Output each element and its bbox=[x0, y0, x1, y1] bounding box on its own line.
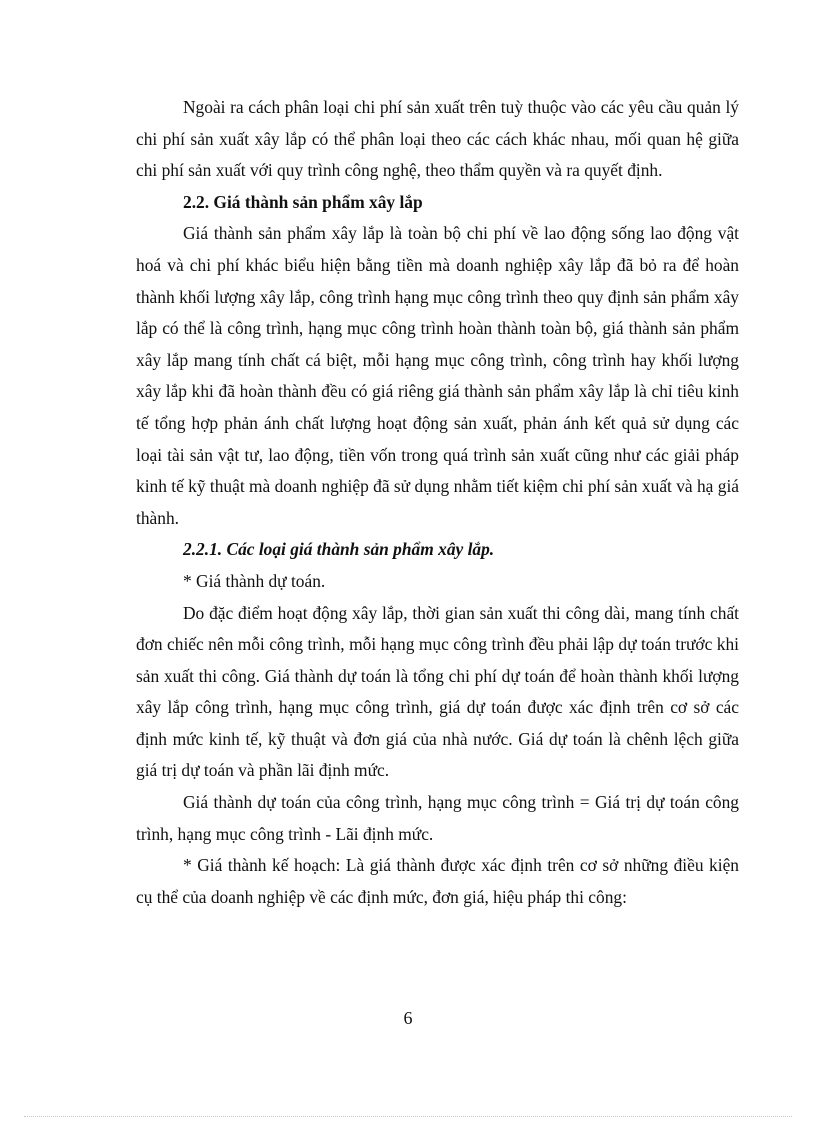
subsection-heading-2-2-1: 2.2.1. Các loại giá thành sản phẩm xây lắp. bbox=[183, 539, 495, 560]
body-text bbox=[136, 92, 739, 913]
paragraph-planned-cost: * Giá thành kế hoạch: Là giá thành được xác định trên cơ sở những điều kiện cụ thể của doanh nghiệp về các định mức, đơn giá, hiệu pháp thi công: bbox=[136, 855, 739, 907]
paragraph-estimated-cost-formula: Giá thành dự toán của công trình, hạng mục công trình = Giá trị dự toán công trình, hạng mục công trình - Lãi định mức. bbox=[136, 792, 739, 844]
section-heading-2-2: 2.2. Giá thành sản phẩm xây lắp bbox=[183, 191, 423, 212]
paragraph-product-cost-definition: Giá thành sản phẩm xây lắp là toàn bộ chi phí về lao động sống lao động vật hoá và chi phí khác biểu hiện bằng tiền mà doanh nghiệp xây lắp đã bỏ ra để hoàn thành khối lượng xây lắp, công trình hạng mục công trình theo quy định sản phẩm xây lắp có thể là công trình, hạng mục công trình hoàn thành toàn bộ, giá thành sản phẩm xây lắp mang tính chất cá biệt, mỗi hạng mục công trình, công trình hay khối lượng xây lắp khi đã hoàn thành đều có giá riêng giá thành sản phẩm xây lắp là chỉ tiêu kinh tế tổng hợp phản ánh chất lượng hoạt động sản xuất, phản ánh kết quả sử dụng các loại tài sản vật tư, lao động, tiền vốn trong quá trình sản xuất cũng như các giải pháp kinh tế kỹ thuật mà doanh nghiệp đã sử dụng nhằm tiết kiệm chi phí sản xuất và hạ giá thành. bbox=[136, 223, 739, 528]
paragraph-classification-note: Ngoài ra cách phân loại chi phí sản xuất trên tuỳ thuộc vào các yêu cầu quản lý chi phí sản xuất xây lắp có thể phân loại theo các cách khác nhau, mối quan hệ giữa chi phí sản xuất với quy trình công nghệ, theo thẩm quyền và ra quyết định. bbox=[136, 97, 739, 181]
bullet-estimated-cost: * Giá thành dự toán. bbox=[183, 570, 326, 591]
paragraph-estimated-cost-detail: Do đặc điểm hoạt động xây lắp, thời gian sản xuất thi công dài, mang tính chất đơn chiếc nên mỗi công trình, mỗi hạng mục công trình đều phải lập dự toán trước khi sản xuất thi công. Giá thành dự toán là tổng chi phí dự toán để hoàn thành khối lượng xây lắp công trình, hạng mục công trình, giá dự toán được xác định trên cơ sở các định mức kinh tế, kỹ thuật và đơn giá của nhà nước. Giá dự toán là chênh lệch giữa giá trị dự toán và phần lãi định mức. bbox=[136, 602, 739, 781]
page-number: 6 bbox=[403, 1008, 413, 1028]
page-bottom-divider bbox=[24, 1116, 792, 1117]
